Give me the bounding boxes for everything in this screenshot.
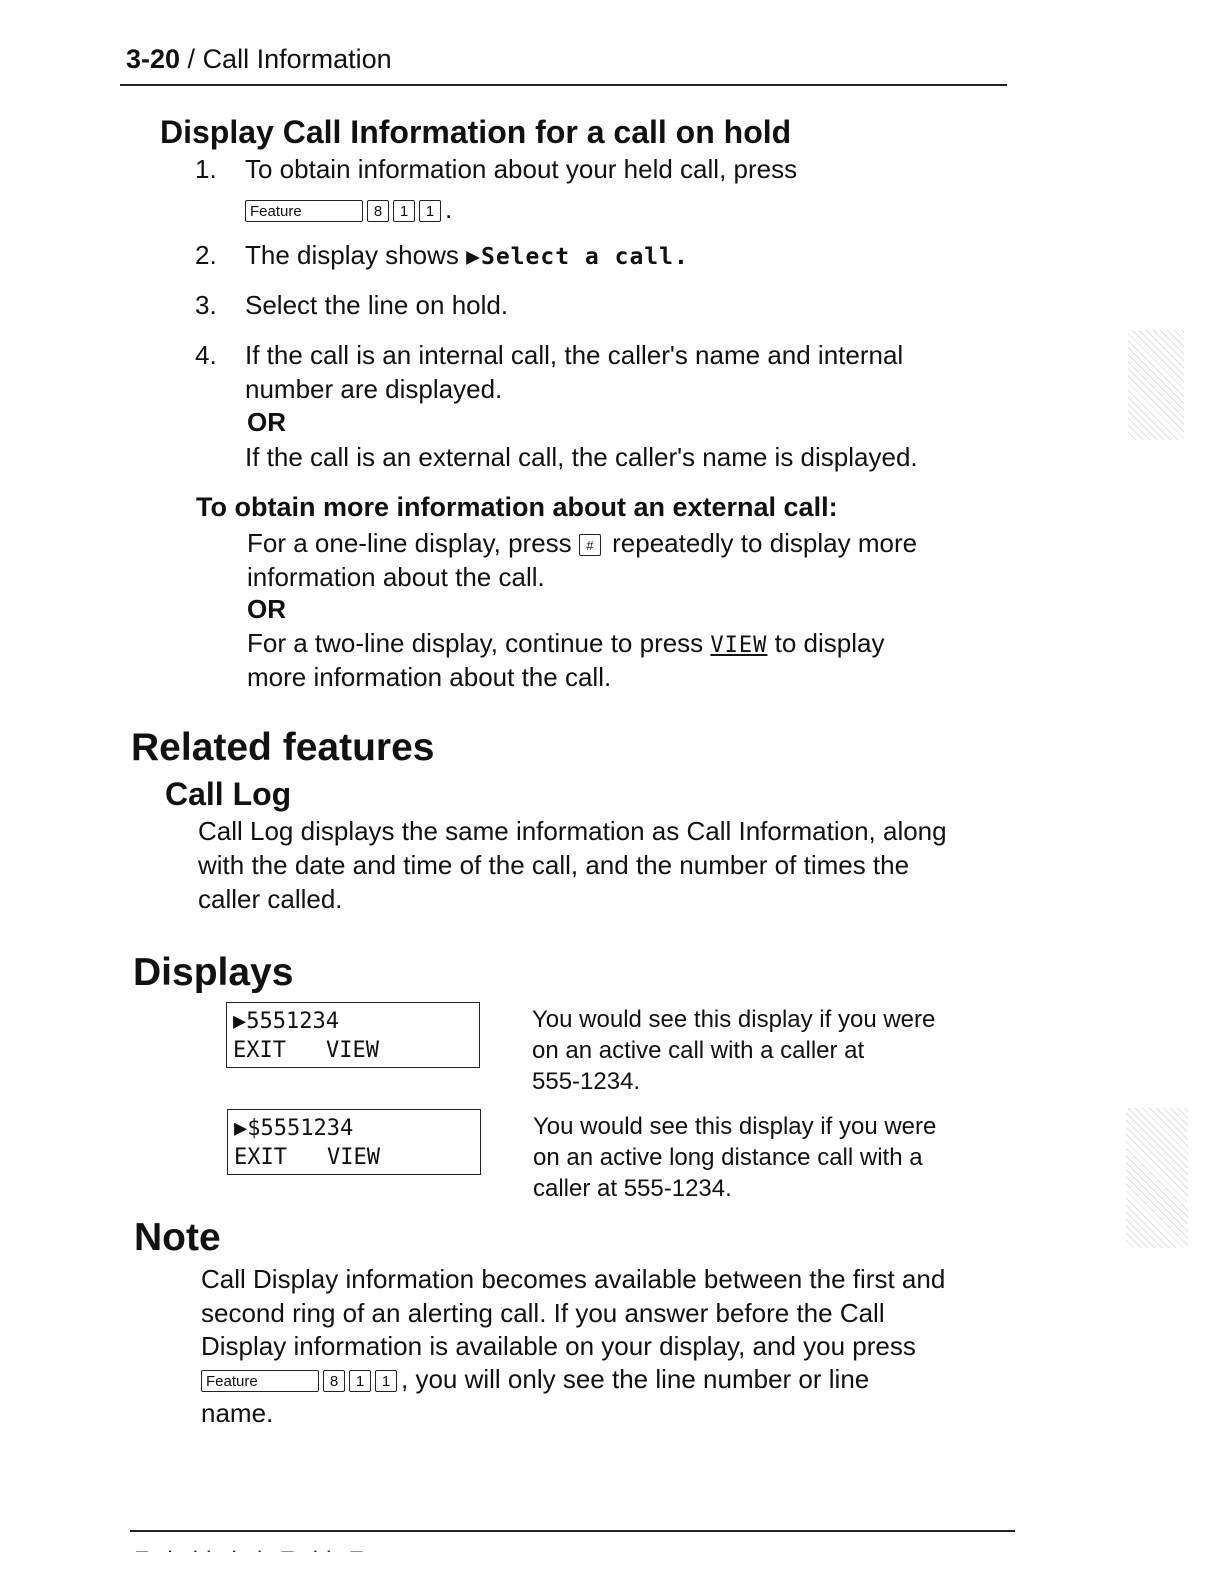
call-log-line: caller called. (198, 884, 343, 914)
one-line-cont: information about the call. (247, 562, 545, 592)
call-log-line: with the date and time of the call, and the number of times the (198, 850, 910, 880)
note-heading: Note (134, 1216, 221, 1259)
scan-speckle (1126, 1108, 1188, 1248)
step-text: Select the line on hold. (245, 290, 509, 320)
lcd-exit-label: EXIT (234, 1145, 287, 1170)
note-line: Call Display information becomes available between the first and (201, 1264, 946, 1294)
one-line-before: For a one-line display, press (247, 528, 572, 558)
step-number: 4. (195, 340, 217, 370)
dial-key: 1 (349, 1370, 371, 1392)
caption-line: on an active long distance call with a (533, 1144, 923, 1171)
dial-key: 1 (375, 1370, 397, 1392)
caption-line: You would see this display if you were (533, 1113, 937, 1140)
step-number: 3. (195, 290, 217, 320)
note-line: name. (201, 1398, 274, 1428)
footer-rule (130, 1530, 1015, 1532)
feature-key: Feature (245, 200, 363, 222)
display-caption (533, 1111, 973, 1204)
or-label: OR (247, 407, 286, 437)
display-readout: ▶Select a call. (466, 244, 689, 270)
caption-line: caller at 555-1234. (533, 1175, 732, 1202)
lcd-line-1: ▶5551234 (233, 1009, 339, 1034)
dial-key: 8 (323, 1370, 345, 1392)
dial-key: 1 (393, 200, 415, 222)
or-label: OR (247, 594, 286, 624)
step-text: To obtain information about your held call, press (245, 154, 798, 184)
running-header (126, 44, 392, 75)
header-rule (120, 84, 1007, 86)
note-line: Display information is available on your display, and you press (201, 1331, 916, 1361)
hash-key: # (579, 534, 601, 556)
key-sequence (245, 194, 452, 225)
page-number: 3-20 (126, 44, 181, 74)
lcd-view-label: VIEW (325, 1038, 379, 1063)
step-text (245, 238, 689, 274)
feature-key: Feature (201, 1370, 319, 1392)
caption-line: You would see this display if you were (532, 1006, 936, 1033)
note-after-keys: , you will only see the line number or line (401, 1364, 870, 1394)
two-line-after: to display (774, 628, 885, 658)
step-trailing: . (445, 194, 453, 224)
two-line-cont: more information about the call. (247, 662, 612, 692)
external-heading: To obtain more information about an external call: (196, 492, 838, 522)
dial-key: 8 (367, 200, 389, 222)
displays-heading: Displays (133, 951, 294, 994)
note-line: second ring of an alerting call. If you answer before the Call (201, 1298, 885, 1328)
hold-section-heading: Display Call Information for a call on hold (160, 114, 792, 150)
lcd-exit-label: EXIT (233, 1038, 286, 1063)
one-line-after: repeatedly to display more (612, 528, 918, 558)
step-text-main: The display shows (245, 240, 459, 270)
lcd-view-label: VIEW (326, 1145, 380, 1170)
lcd-display (227, 1109, 481, 1175)
view-softkey-label: VIEW (710, 633, 768, 658)
step-text: number are displayed. (245, 374, 503, 404)
header-separator: / (180, 44, 203, 74)
note-key-line (201, 1362, 869, 1396)
one-line-instruction (247, 526, 917, 560)
caption-line: on an active call with a caller at (532, 1037, 865, 1064)
step-number: 2. (195, 240, 217, 270)
step-alt-text: If the call is an external call, the caller's name is displayed. (245, 442, 918, 472)
display-caption (532, 1004, 972, 1097)
dial-key: 1 (419, 200, 441, 222)
caption-line: 555-1234. (532, 1068, 641, 1095)
footer-text-fragment: – · ·· · · – ·· – (136, 1538, 369, 1552)
step-number: 1. (195, 154, 217, 184)
header-section: Call Information (202, 44, 392, 74)
scan-speckle (1128, 330, 1184, 440)
related-heading: Related features (131, 726, 435, 769)
two-line-before: For a two-line display, continue to press (247, 628, 704, 658)
two-line-instruction (247, 626, 884, 663)
lcd-display (226, 1002, 480, 1068)
lcd-line-1: ▶$5551234 (234, 1116, 354, 1141)
call-log-heading: Call Log (165, 776, 292, 812)
call-log-line: Call Log displays the same information as Call Information, along (198, 816, 947, 846)
step-text: If the call is an internal call, the caller's name and internal (245, 340, 904, 370)
